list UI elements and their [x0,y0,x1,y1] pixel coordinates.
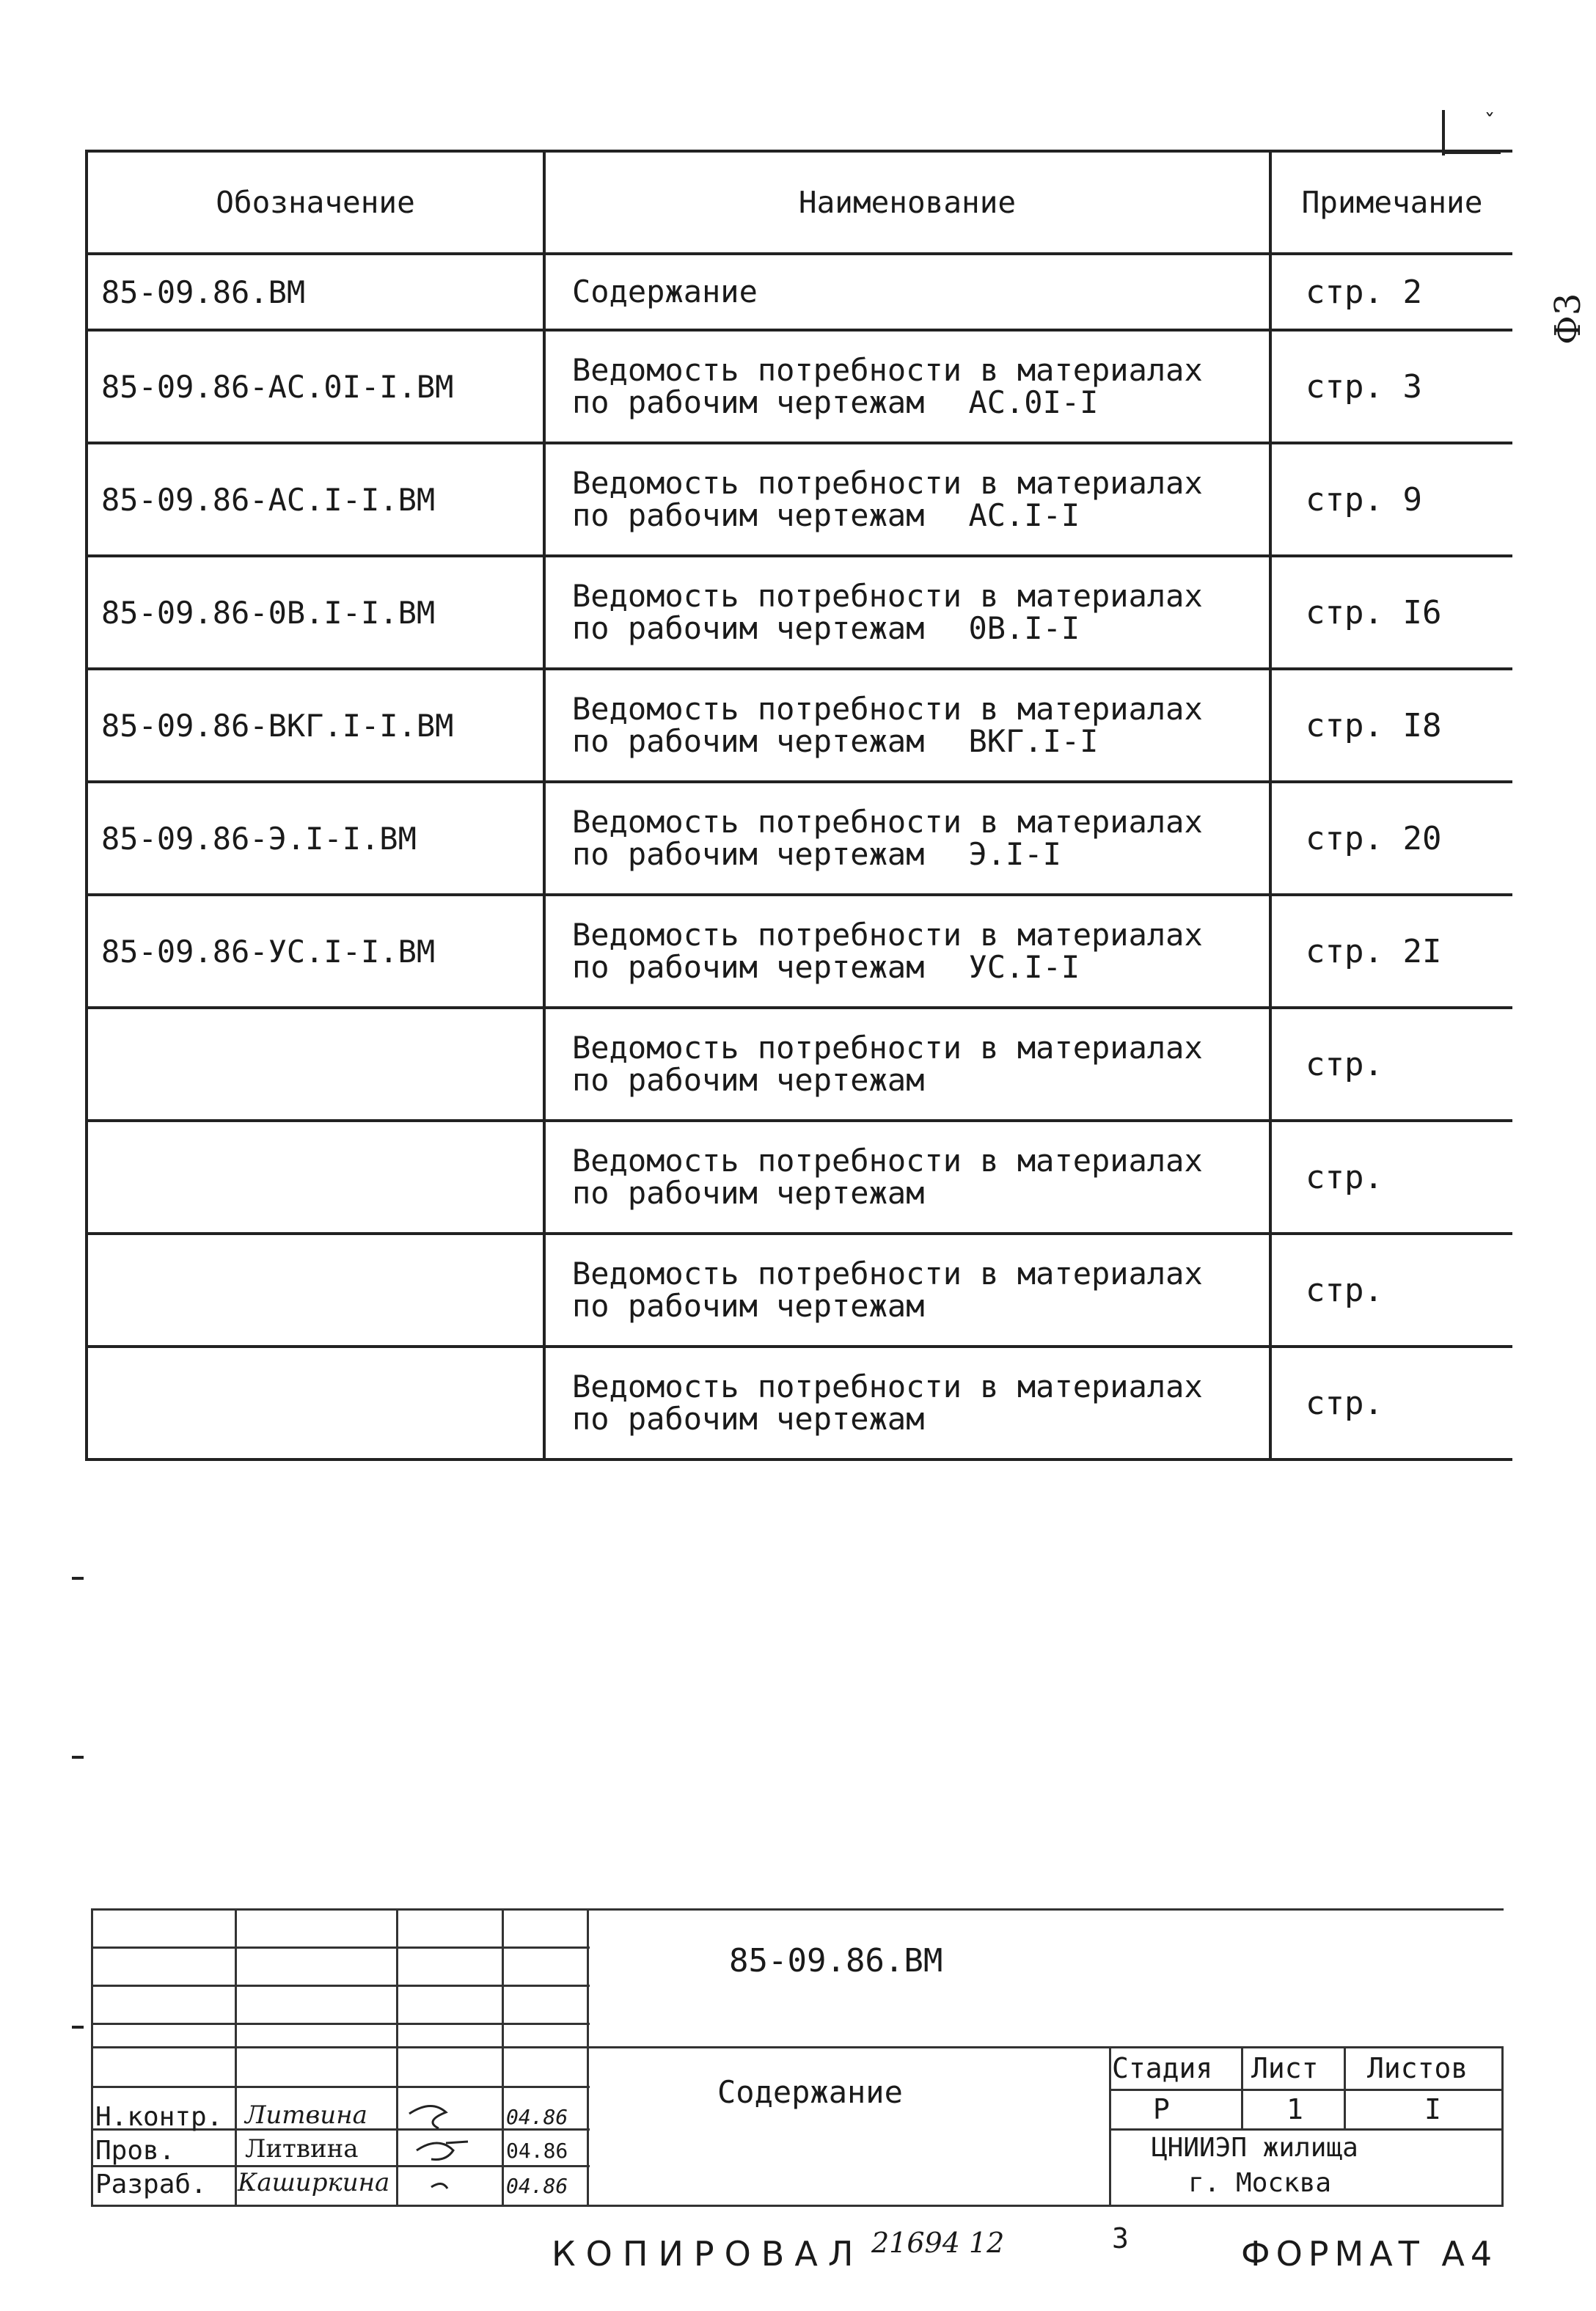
row-name-line1: Ведомость потребности в материалах [572,1030,1203,1066]
tb-stage-value: Р [1153,2093,1170,2125]
tb-rule [235,1908,237,2206]
row-designation: 85-09.86-Э.I-I.ВМ [87,782,544,895]
tb-date-nkontr: 04.86 [506,2105,568,2129]
row-name-line2: по рабочим чертежам [572,723,925,759]
row-designation [87,1121,544,1234]
tb-rule [91,1908,1504,1911]
row-name-line1: Ведомость потребности в материалах [572,1369,1203,1404]
row-designation: 85-09.86-АС.I-I.ВМ [87,443,544,556]
row-designation: 85-09.86.ВМ [87,254,544,330]
tb-rule [587,1908,589,2206]
table-row [87,1347,1512,1460]
tb-rule [91,1946,590,1949]
row-name-line2: по рабочим чертежам [572,610,925,646]
header-name: Наименование [544,151,1270,254]
row-drawing-ref: АС.0I-I [968,384,1099,420]
row-designation: 85-09.86-ВКГ.I-I.ВМ [87,669,544,782]
row-name-line2: по рабочим чертежам [572,1401,925,1437]
row-name-line1: Ведомость потребности в материалах [572,917,1203,953]
signature-marks [402,2092,497,2202]
tb-rule [1109,2128,1504,2131]
row-drawing-ref: УС.I-I [968,949,1080,985]
margin-tick [72,2026,84,2029]
row-name-line2: по рабочим чертежам [572,949,925,985]
row-name-line1: Ведомость потребности в материалах [572,1256,1203,1292]
table-row [87,782,1512,895]
tb-rule [91,1985,590,1987]
corner-mark [1442,110,1445,155]
tb-doc-code: 85-09.86.ВМ [729,1942,943,1979]
row-name [544,895,1270,1008]
footer-number: 21694 12 [871,2227,1005,2259]
row-name [544,556,1270,669]
row-name-line2: по рабочим чертежам [572,384,925,420]
row-drawing-ref: ВКГ.I-I [968,723,1099,759]
table-row [87,669,1512,782]
margin-tick [72,1756,84,1759]
row-drawing-ref: Э.I-I [968,836,1061,872]
row-note: стр. [1270,1008,1512,1121]
corner-label: ˇ [1483,110,1497,136]
header-note: Примечание [1270,151,1512,254]
margin-tick [72,1577,84,1580]
row-drawing-ref: АС.I-I [968,497,1080,533]
row-name-line2: по рабочим чертежам [572,1288,925,1324]
tb-doc-title: Содержание [717,2074,903,2110]
row-note: стр. 20 [1270,782,1512,895]
table-header-row [87,151,1512,254]
contents-table [85,150,1512,1461]
footer-format: ФОРМАТ А4 [1241,2234,1498,2274]
tb-rule [396,1908,398,2206]
tb-rule [91,2205,1504,2207]
row-designation: 85-09.86-АС.0I-I.ВМ [87,330,544,443]
table-row [87,330,1512,443]
row-name [544,254,1270,330]
header-designation: Обозначение [87,151,544,254]
row-name [544,782,1270,895]
tb-rule [91,2086,590,2088]
tb-role-razrab: Разраб. [95,2169,207,2200]
row-name [544,1121,1270,1234]
tb-surname-prov: Литвина [245,2134,359,2164]
tb-date-razrab: 04.86 [506,2174,568,2198]
tb-rule [91,2046,1504,2048]
row-name-line1: Ведомость потребности в материалах [572,1143,1203,1179]
tb-surname-nkontr: Литвина [245,2101,367,2130]
tb-role-nkontr: Н.контр. [95,2102,223,2132]
table-row [87,895,1512,1008]
row-name-line2: по рабочим чертежам [572,497,925,533]
tb-rule [1241,2046,1243,2128]
row-name [544,443,1270,556]
footer-copied: КОПИРОВАЛ [552,2234,864,2274]
row-designation [87,1008,544,1121]
row-note: стр. I8 [1270,669,1512,782]
row-note: стр. I6 [1270,556,1512,669]
row-note: стр. 2 [1270,254,1512,330]
row-designation [87,1347,544,1460]
row-name-line2: по рабочим чертежам [572,1062,925,1098]
row-name-line2: по рабочим чертежам [572,836,925,872]
row-note: стр. 2I [1270,895,1512,1008]
tb-rule [1109,2089,1504,2091]
tb-stage-label: Стадия [1112,2052,1213,2084]
table-row [87,556,1512,669]
row-name [544,1008,1270,1121]
side-label: Ф3 [1548,293,1589,345]
tb-rule [1109,2046,1111,2206]
row-name [544,1234,1270,1347]
tb-sheets-value: I [1424,2093,1441,2125]
tb-org-line2: г. Москва [1188,2168,1332,2198]
row-note: стр. 3 [1270,330,1512,443]
tb-sheet-value: 1 [1286,2093,1303,2125]
row-designation [87,1234,544,1347]
row-note: стр. 9 [1270,443,1512,556]
tb-surname-razrab: Каширкина [238,2168,390,2197]
tb-org-line1: ЦНИИЭП жилища [1152,2133,1358,2163]
footer-page: 3 [1112,2222,1129,2255]
tb-rule [1501,2046,1504,2206]
row-name-line1: Ведомость потребности в материалах [572,465,1203,501]
table-row [87,1234,1512,1347]
row-name-line1: Ведомость потребности в материалах [572,691,1203,727]
row-note: стр. [1270,1234,1512,1347]
table-row [87,1121,1512,1234]
table-row [87,443,1512,556]
row-designation: 85-09.86-0В.I-I.ВМ [87,556,544,669]
row-name [544,330,1270,443]
table-row [87,254,1512,330]
tb-rule [91,2023,590,2025]
tb-rule [91,1908,93,2206]
title-block [91,1908,1504,2209]
row-note: стр. [1270,1121,1512,1234]
row-name [544,1347,1270,1460]
row-designation: 85-09.86-УС.I-I.ВМ [87,895,544,1008]
tb-sheet-label: Лист [1251,2052,1319,2084]
row-name-line1: Ведомость потребности в материалах [572,578,1203,614]
tb-rule [1344,2046,1346,2128]
tb-date-prov: 04.86 [506,2139,568,2163]
row-drawing-ref: 0В.I-I [968,610,1080,646]
tb-rule [502,1908,504,2206]
row-name-line2: по рабочим чертежам [572,1175,925,1211]
table-body [87,254,1512,1460]
row-note: стр. [1270,1347,1512,1460]
row-name-line1: Ведомость потребности в материалах [572,352,1203,388]
row-name-line1: Ведомость потребности в материалах [572,804,1203,840]
table-row [87,1008,1512,1121]
tb-sheets-label: Листов [1367,2052,1468,2084]
row-name-line1: Содержание [572,274,758,310]
row-name [544,669,1270,782]
tb-role-prov: Пров. [95,2136,175,2166]
